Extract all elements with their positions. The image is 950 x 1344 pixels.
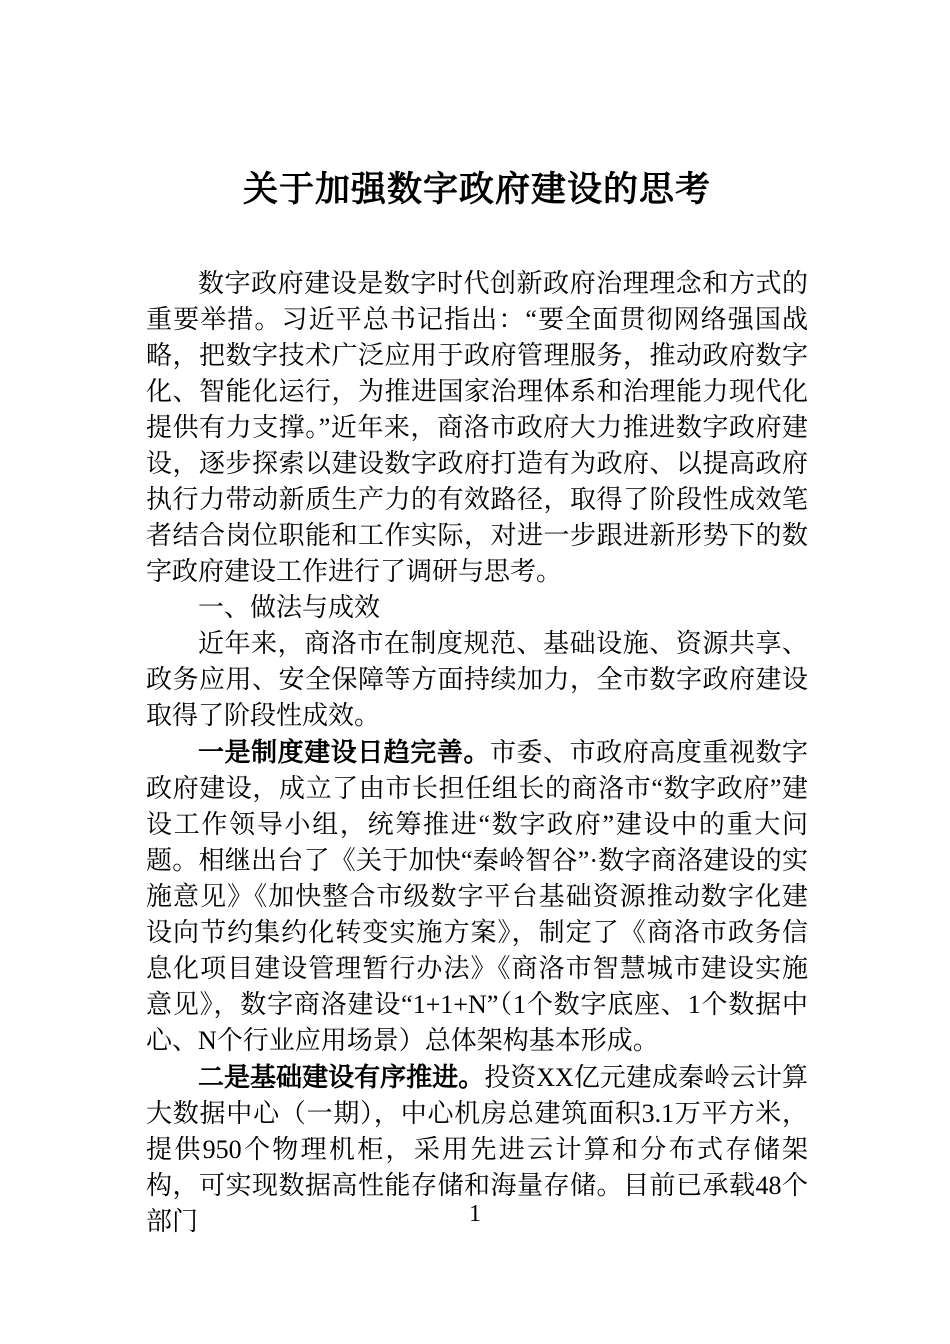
- page-number: 1: [469, 1201, 481, 1227]
- section-heading-1: 一、做法与成效: [198, 593, 381, 622]
- paragraph-intro: 数字政府建设是数字时代创新政府治理理念和方式的重要举措。习近平总书记指出：“要全面贯彻网络强国战略，把数字技术广泛应用于政府管理服务，推动政府数字化、智能化运行，为推进国家治理体系和治理能力现代化提供有力支撑。”近年来，商洛市政府大力推进数字政府建设，逐步探索以建设数字政府打造有为政府、以提高政府执行力带动新质生产力的有效路径，取得了阶段性成效笔者结合岗位职能和工作实际，对进一步跟进新形势下的数字政府建设工作进行了调研与思考。: [146, 269, 808, 586]
- point-1-text: 市委、市政府高度重视数字政府建设，成立了由市长担任组长的商洛市“数字政府”建设工作领导小组，统筹推进“数字政府”建设中的重大问题。相继出台了《关于加快“秦岭智谷”·数字商洛建设的实施意见》《加快整合市级数字平台基础资源推动数字化建设向节约集约化转变实施方案》，制定了《商洛市政务信息化项目建设管理暂行办法》《商洛市智慧城市建设实施意见》，数字商洛建设“1+1+N”（1个数字底座、1个数据中心、N个行业应用场景）总体架构基本形成。: [146, 738, 808, 1055]
- paragraph-point-1: [146, 734, 808, 1059]
- point-2-lead: 二是基础建设有序推进。: [198, 1062, 485, 1092]
- point-2-text: 投资XX亿元建成秦岭云计算大数据中心（一期），中心机房总建筑面积3.1万平方米，提供950个物理机柜，采用先进云计算和分布式存储架构，可实现数据高性能存储和海量存储。目前已承载48个部门: [146, 1063, 808, 1236]
- paragraph-section1-overview: 近年来，商洛市在制度规范、基础设施、资源共享、政务应用、安全保障等方面持续加力，全市数字政府建设取得了阶段性成效。: [146, 629, 808, 730]
- point-1-lead: 一是制度建设日趋完善。: [198, 737, 490, 767]
- document-title: 关于加强数字政府建设的思考: [242, 170, 711, 209]
